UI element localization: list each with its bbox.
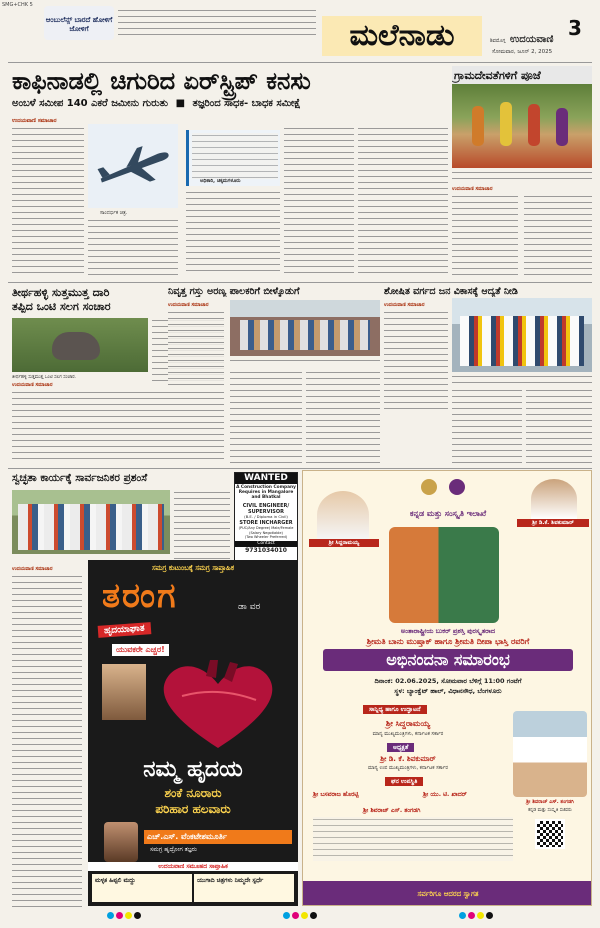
- guest-1: ಶ್ರೀ ಬಸವರಾಜ ಹೊರಟ್ಟಿ: [313, 791, 359, 798]
- taranga-author-box: [144, 830, 292, 844]
- story1-col3: [186, 190, 280, 276]
- taranga-q2: ಯುಗಾದಿ ಚಿತ್ರಗಳು ನಿಮ್ಮದೇ ಸ್ಪರ್ಧೆ: [194, 874, 294, 902]
- registration-marks: [0, 910, 600, 928]
- event-date: ದಿನಾಂಕ: 02.06.2025, ಸೋಮವಾರ ಬೆಳಿಗ್ಗೆ 11:00 ಗಂಟೆಗೆ: [374, 677, 522, 685]
- event-guest-details: [313, 817, 513, 861]
- taranga-q1: ಮಳ್ಳಕ ಹಿಪ್ಪಲಿ ಮದ್ದು: [92, 874, 192, 902]
- issue-date: ಸೋಮವಾರ, ಜೂನ್ 2, 2025: [492, 49, 553, 55]
- bullet-icon: ■: [175, 98, 186, 109]
- paper-prefix: ಶಿವಮೊಗ್ಗ: [490, 38, 506, 44]
- story2-byline: ಉದಯವಾಣಿ ಸಮಾಚಾರ: [452, 186, 493, 192]
- taranga-tag1: ಹೃದಯಾಘಾತ: [98, 622, 151, 638]
- event-venue: ಸ್ಥಳ: ಬ್ಯಾಂಕ್ವೆಟ್ ಹಾಲ್, ವಿಧಾನಸೌಧ, ಬೆಂಗಳೂರು: [394, 687, 502, 695]
- story5-caption: [452, 374, 592, 384]
- classified-role2d: (Two Wheeler Preferred): [244, 535, 288, 540]
- story6-photo: [12, 490, 170, 554]
- masthead: [322, 16, 482, 56]
- taranga-top: ಸಮಗ್ರ ಕುಟುಂಬಕ್ಕೆ ಸಮಗ್ರ ಸಾಪ್ತಾಹಿಕ: [151, 564, 235, 572]
- story6-headline: ಸ್ವಚ್ಛತಾ ಕಾರ್ಯಕ್ಕೆ ಸಾರ್ವಜನಿಕರ ಪ್ರಶಂಸೆ: [12, 472, 148, 484]
- classified-role2c: (Salary Negotiable): [249, 530, 283, 535]
- classified-l3: and Bhatkal: [251, 495, 281, 501]
- classified-role1c: (B.E. / Diploma in Civil): [244, 513, 288, 519]
- presence-label: ಸಾನ್ನಿಧ್ಯ ಹಾಗೂ ಉದ್ಘಾಟನೆ: [363, 705, 427, 714]
- taranga-title: ನಮ್ಮ ಹೃದಯ: [143, 757, 243, 782]
- story6-side-col: [174, 490, 230, 564]
- emblem-icon: [421, 479, 437, 495]
- story3-byline: ಉದಯವಾಣಿ ಸಮಾಚಾರ: [12, 382, 53, 388]
- speaker-photo: [513, 711, 587, 797]
- leader1-photo: [317, 491, 369, 539]
- taranga-person-photo: [102, 664, 146, 720]
- taranga-tag2: ಯುವಕರೇ ಎಚ್ಚರ!: [112, 644, 169, 656]
- event-footer-label: ಸರ್ವರಿಗೂ ಆದರದ ಸ್ವಾಗತ: [417, 890, 479, 898]
- top-blurb-text: [118, 8, 316, 38]
- story3-headline: [12, 286, 160, 314]
- story3-photo-caption: ತೀರ್ಥಹಳ್ಳಿ ಸುತ್ತಮುತ್ತ ಒಂಟಿ ಸಲಗ ಸಂಚಾರ.: [12, 375, 77, 380]
- classified-title: WANTED: [235, 473, 297, 484]
- heart-illustration: [148, 656, 288, 756]
- event-award-line: ಅಂತಾರಾಷ್ಟ್ರೀಯ ಬುಕರ್ ಪ್ರಶಸ್ತಿ ಪುರಸ್ಕೃತರಾದ: [400, 627, 496, 635]
- speaker-role: ಕನ್ನಡ ಮತ್ತು ಸಂಸ್ಕೃತಿ ಸಚಿವರು: [528, 808, 572, 813]
- rule-row2: [8, 282, 592, 283]
- story1-photo-caption: ಸಾಂದರ್ಭಿಕ ಚಿತ್ರ.: [100, 210, 128, 216]
- dept-logo-icon: [449, 479, 465, 495]
- rule-row3: [8, 468, 592, 469]
- story5-photo: [452, 298, 592, 372]
- story5-headline: ಶೋಷಿತ ವರ್ಗದ ಜನ ವಿಕಾಸಕ್ಕೆ ಆದ್ಯತೆ ನೀಡಿ: [384, 286, 518, 297]
- elephant-icon: [52, 332, 100, 360]
- story2-col2: [524, 194, 592, 280]
- story5-col2: [452, 388, 522, 466]
- honorees-photo: [389, 527, 499, 623]
- taranga-ad: [88, 560, 298, 906]
- classified-contact: Contact: [235, 541, 297, 547]
- story1-subhead-b: ತಜ್ಞರಿಂದ ಸಾಧಕ- ಬಾಧಕ ಸಮೀಕ್ಷೆ: [192, 98, 301, 109]
- story1-col5: [358, 126, 448, 276]
- story4-col1: [168, 310, 224, 390]
- presided-label: ಅಧ್ಯಕ್ಷತೆ: [387, 743, 414, 752]
- presided-name: ಶ್ರೀ ಡಿ. ಕೆ. ಶಿವಕುಮಾರ್: [380, 755, 436, 763]
- story1-col2: [88, 218, 178, 276]
- taranga-author-photo: [104, 822, 138, 862]
- story4-headline: ನಿವೃತ್ತ ಗಸ್ತು ಅರಣ್ಯ ಪಾಲಕರಿಗೆ ಬೀಳ್ಕೊಡುಗೆ: [168, 286, 300, 297]
- top-blurb: ಆಂಬುಲೆನ್ಸ್ ಬಾರದೆ ಹೋಳಿಗೆ ಜೋಳಿಗೆ: [44, 6, 114, 40]
- leader2-name: ಶ್ರೀ ಡಿ.ಕೆ. ಶಿವಕುಮಾರ್: [517, 519, 589, 527]
- story3-body: [12, 390, 224, 460]
- event-ad: [302, 470, 592, 906]
- guests-label: ಘನ ಉಪಸ್ಥಿತಿ: [385, 777, 423, 786]
- classified-l2: Requires in Mangalore: [238, 490, 294, 496]
- classified-phone: 9731034010: [245, 546, 287, 554]
- story1-pullquote-text: [192, 133, 278, 179]
- story1-col4: [284, 126, 354, 276]
- story5-col3: [526, 388, 592, 466]
- taranga-footer: ಉದಯವಾಣಿ ಸಮೂಹದ ಸಾಪ್ತಾಹಿಕ: [88, 862, 298, 871]
- taranga-sub2: ಪರಿಹಾರ ಹಲವಾರು: [155, 802, 231, 816]
- story1-col1: [12, 126, 84, 276]
- story1-byline: ಉದಯವಾಣಿ ಸಮಾಚಾರ: [12, 118, 57, 124]
- story2-col1: [452, 194, 518, 280]
- presided-role: ಮಾನ್ಯ ಉಪ ಮುಖ್ಯಮಂತ್ರಿಗಳು, ಕರ್ನಾಟಕ ಸರ್ಕಾರ: [367, 765, 449, 771]
- edition-tag: SMG+CHK 5: [2, 2, 33, 8]
- story1-photo-airplane: [88, 124, 178, 208]
- story1-subhead-a: ಅಂಬಳೆ ಸಮೀಪ 140 ಎಕರೆ ಜಮೀನು ಗುರುತು: [12, 98, 169, 109]
- story1-headline: ಕಾಫಿನಾಡಲ್ಲಿ ಚಿಗುರಿದ ಏರ್‌ಸ್ಟ್ರಿಪ್ ಕನಸು: [12, 67, 311, 95]
- taranga-author: ಎಚ್.ಎಸ್. ವೆಂಕಟೇಶಮೂರ್ತಿ: [147, 832, 227, 841]
- story5-byline: ಉದಯವಾಣಿ ಸಮಾಚಾರ: [384, 302, 425, 308]
- header-rule: [8, 62, 592, 63]
- story3-photo: [12, 318, 148, 372]
- story4-caption: [230, 358, 380, 366]
- leader2-photo: [531, 479, 577, 519]
- taranga-logo: ತರಂಗ: [102, 576, 178, 616]
- story4-col2: [230, 370, 302, 466]
- classified-ad: [234, 472, 298, 566]
- story3-headline-l1: ತೀರ್ಥಹಳ್ಳಿ ಸುತ್ತಮುತ್ತ ದಾರಿ: [12, 286, 110, 299]
- event-footer: [303, 881, 592, 906]
- story6-body: [12, 574, 82, 908]
- story5-col1: [384, 310, 448, 410]
- page-number: 3: [568, 16, 582, 40]
- taranga-logo-sub: ಡಾ ವರ: [238, 602, 261, 612]
- story4-col3: [306, 370, 380, 466]
- guest-2: ಶ್ರೀ ಯು. ಟಿ. ಖಾದರ್: [423, 791, 467, 798]
- event-title: ಅಭಿನಂದನಾ ಸಮಾರಂಭ: [323, 649, 573, 671]
- classified-role1b: SUPERVISOR: [247, 508, 285, 515]
- event-org: ಕನ್ನಡ ಮತ್ತು ಸಂಸ್ಕೃತಿ ಇಲಾಖೆ: [409, 509, 487, 518]
- chief-guest: ಶ್ರೀ ಸಿದ್ದರಾಮಯ್ಯ: [385, 719, 431, 728]
- story2-headline: ಗ್ರಾಮದೇವತೆಗಳಿಗೆ ಪೂಜೆ: [452, 66, 592, 86]
- classified-role2b: (PUC/Any Degree) Male/Female: [238, 526, 294, 531]
- story1-pullquote-credit: ಅಧಿಕಾರಿ, ಚಿಕ್ಕಮಗಳೂರು: [200, 178, 241, 184]
- speaker-name: ಶ್ರೀ ಶಿವರಾಜ್ ಎಸ್. ತಂಗಡಗಿ: [526, 799, 574, 805]
- story2-photo: [452, 84, 592, 168]
- classified-role1: CIVIL ENGINEER/: [242, 502, 290, 509]
- paper-name: ಉದಯವಾಣಿ: [510, 34, 554, 45]
- story6-byline: ಉದಯವಾಣಿ ಸಮಾಚಾರ: [12, 566, 53, 572]
- leader1-name: ಶ್ರೀ ಸಿದ್ದರಾಮಯ್ಯ: [309, 539, 379, 547]
- qr-code: [535, 819, 565, 849]
- story2-caption: [452, 170, 592, 182]
- guest-3: ಶ್ರೀ ಶಿವರಾಜ್ ಎಸ್. ತಂಗಡಗಿ: [363, 807, 421, 814]
- masthead-title: ಮಲೆನಾಡು: [349, 18, 455, 53]
- story4-byline: ಉದಯವಾಣಿ ಸಮಾಚಾರ: [168, 302, 209, 308]
- story3-headline-l2: ತಪ್ಪಿದ ಒಂಟಿ ಸಲಗ ಸಂಚಾರ: [12, 300, 111, 313]
- chief-role: ಮಾನ್ಯ ಮುಖ್ಯಮಂತ್ರಿಗಳು, ಕರ್ನಾಟಕ ಸರ್ಕಾರ: [372, 731, 444, 737]
- classified-role2: STORE INCHARGER: [239, 520, 293, 527]
- classified-l1: A Construction Company: [236, 485, 296, 490]
- story4-photo: [230, 300, 380, 356]
- taranga-author-sub: ಸಮಗ್ರ ಹೃದ್ರೋಗ ತಜ್ಞರು: [150, 846, 197, 853]
- story1-subhead: [12, 98, 447, 109]
- taranga-sub1: ಶಂಕೆ ನೂರಾರು: [164, 786, 222, 800]
- event-honorees: ಶ್ರೀಮತಿ ಬಾನು ಮುಷ್ತಾಕ್ ಹಾಗೂ ಶ್ರೀಮತಿ ದೀಪಾ ಭಾಸ್ತಿ ರವರಿಗೆ: [366, 637, 530, 646]
